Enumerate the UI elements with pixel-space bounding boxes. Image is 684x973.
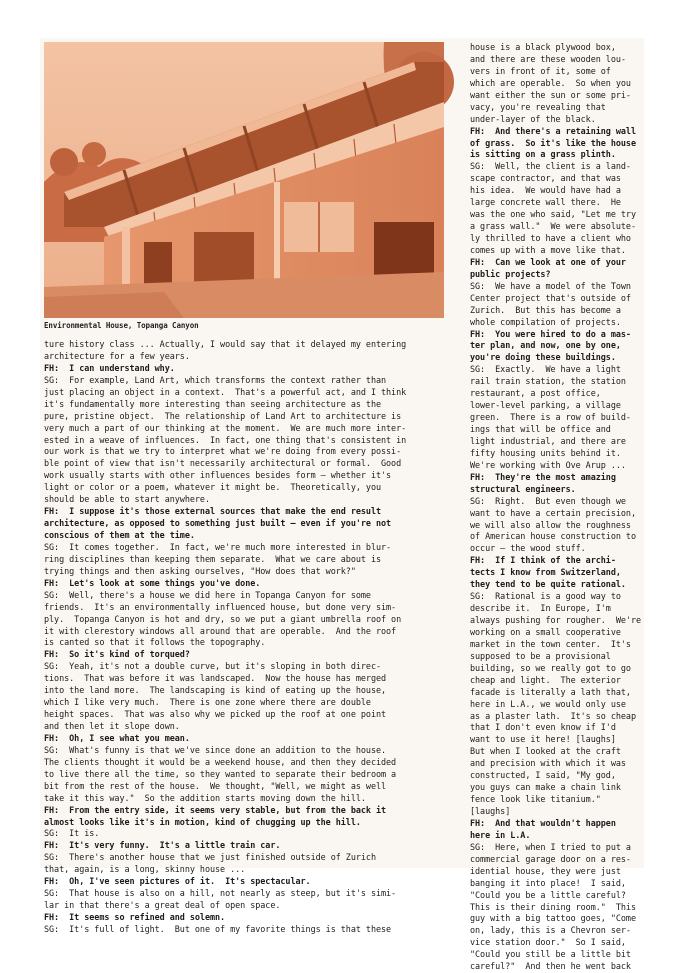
text-line: We're working with Ove Arup ... [470,459,626,470]
house-photo-image [44,42,444,318]
text-line: that, again, is a long, skinny house ... [44,864,246,875]
text-line: FH: I can understand why. [44,362,175,373]
text-line: SG: It comes together. In fact, we're much more interested in blur- [44,541,392,552]
text-line: [laughs] [470,806,511,816]
text-line: take it this way." So the addition starts moving down the hill. [44,792,366,803]
text-line: building, so we really got to go [470,662,631,673]
text-line: FH: I suppose it's those external sources that make the end result [44,506,381,517]
text-line: whole compilation of projects. [470,316,621,327]
text-line: The clients thought it would be a weekend house, and then they decided [44,756,397,767]
text-line: into the land more. The landscaping is kind of eating up the house, [44,685,387,696]
text-line: a grass wall." We were absolute- [470,221,636,232]
text-line: describe it. In Europe, I'm [470,603,611,614]
text-line: under-layer of the black. [470,113,596,124]
interview-text-right-column [470,42,642,972]
text-line: SG: Yeah, it's not a double curve, but it's sloping in both direc- [44,661,381,672]
text-line: "Could you still be a little bit [470,949,631,960]
text-line: vice station door." So I said, [470,937,626,948]
text-line: FH: Let's look at some things you've done. [44,577,261,588]
text-line: large concrete wall there. He [470,197,621,208]
text-line: FH: Can we look at one of your [470,256,626,267]
text-line: to live there all the time, so they wanted to separate their bedroom a [44,768,397,779]
text-line: scape contractor, and that was [470,173,621,184]
text-line: should be able to start anywhere. [44,494,210,505]
text-line: is canted so that it follows the topography. [44,637,266,648]
text-line: it's fundamentally more interesting than seeing architecture as the [44,398,381,409]
text-line: comes up with a move like that. [470,244,626,255]
text-line: FH: You were hired to do a mas- [470,328,631,339]
text-line: of grass. So it's like the house [470,137,636,148]
text-line: SG: What's funny is that we've since done an addition to the house. [44,744,387,755]
text-line: cheap and light. The exterior [470,674,621,685]
text-line: ble point of view that isn't necessarily architectural or formal. Good [44,458,402,469]
text-line: ring disciplines than keeping them separate. What we care about is [44,553,381,564]
text-line: is sitting on a grass plinth. [470,149,616,160]
text-line: structural engineers. [470,483,576,494]
text-line: careful?" And then he went back [470,961,631,972]
text-line: SG: That house is also on a hill, not nearly as steep, but it's simi- [44,888,397,899]
text-line: FH: It seems so refined and solemn. [44,912,226,922]
photo-caption: Environmental House, Topanga Canyon [44,321,199,330]
text-line: green. There is a row of build- [470,412,631,423]
text-line: public projects? [470,268,551,279]
text-line: which I like very much. There is one zone where there are double [44,697,371,708]
text-line: of American house construction to [470,531,636,542]
text-line: and there are these wooden lou- [470,53,626,64]
text-line: his idea. We would have had a [470,185,621,196]
text-line: ply. Topanga Canyon is hot and dry, so we put a giant umbrella roof on [44,613,402,624]
text-line: and then let it slope down. [44,721,180,731]
text-line: height spaces. That was also why we picked up the roof at one point [44,709,387,720]
text-line: working on a small cooperative [470,626,621,637]
text-line: rail train station, the station [470,376,626,387]
text-line: commercial garage door on a res- [470,853,631,864]
text-line: tions. That was before it was landscaped. Now the house has merged [44,673,387,684]
text-line: architecture, as opposed to something just built – even if you're not [44,518,392,529]
text-line: house is a black plywood box, [470,42,616,52]
text-line: But when I looked at the craft [470,746,621,757]
text-line: you're doing these buildings. [470,352,616,363]
text-line: and precision with which it was [470,758,626,769]
text-line: SG: There's another house that we just finished outside of Zurich [44,852,376,863]
text-line: SG: Here, when I tried to put a [470,841,631,852]
text-line: "Could you be a little careful? [470,889,626,900]
text-line: want either the sun or some pri- [470,89,631,100]
text-line: almost looks like it's in motion, kind of chugging up the hill. [44,816,361,827]
text-line: you guys can make a chain link [470,782,621,793]
text-line: lower-level parking, a village [470,400,621,411]
text-line: FH: They're the most amazing [470,471,616,482]
text-line: ested in a weave of influences. In fact, one thing that's consistent in [44,434,407,445]
text-line: occur – the wood stuff. [470,543,586,554]
text-line: FH: From the entry side, it seems very stable, but from the back it [44,804,387,815]
text-line: ture history class ... Actually, I would say that it delayed my entering [44,339,407,349]
text-line: FH: If I think of the archi- [470,555,616,566]
text-line: trying things and then asking ourselves, "How does that work?" [44,565,356,576]
text-line: facade is literally a lath that, [470,686,631,697]
text-line: bit from the rest of the house. We thought, "Well, we might as well [44,780,387,791]
text-line: FH: And there's a retaining wall [470,125,636,136]
text-line: FH: And that wouldn't happen [470,817,616,828]
text-line: tects I know from Switzerland, [470,567,621,578]
text-line: on, lady, this is a Chevron ser- [470,925,631,936]
text-line: ter plan, and now, one by one, [470,340,621,351]
text-line: light industrial, and there are [470,435,626,446]
text-line: FH: So it's kind of torqued? [44,649,190,660]
text-line: vers in front of it, some of [470,65,611,76]
text-line: conscious of them at the time. [44,530,195,540]
text-line: architecture for a few years. [44,350,190,361]
text-line: This is their dining room." This [470,901,636,912]
text-line: it with clerestory windows all around that are operable. And the roof [44,625,397,636]
magazine-page [40,38,644,972]
text-line: FH: It's very funny. It's a little train car. [44,840,281,851]
text-line: SG: Right. But even though we [470,495,626,506]
text-line: ings that will be office and [470,424,611,434]
text-line: vacy, you're revealing that [470,101,606,112]
text-line: as a plaster lath. It's so cheap [470,710,636,721]
text-line: light or color or a poem, whatever it might be. Theoretically, you [44,482,381,493]
text-line: was the one who said, "Let me try [470,209,636,220]
text-line: ly thrilled to have a client who [470,233,631,243]
text-line: FH: Oh, I've seen pictures of it. It's spectacular. [44,876,311,887]
text-line: want to use it here! [laughs] [470,734,616,745]
text-line: SG: We have a model of the Town [470,280,631,291]
text-line: here in L.A. [470,829,531,840]
text-line: SG: Rational is a good way to [470,591,621,602]
text-line: supposed to be a provisional [470,650,611,661]
text-line: friends. It's an environmentally influenced house, but done very sim- [44,601,397,612]
text-line: pure, pristine object. The relationship of Land Art to architecture is [44,410,402,421]
text-line: Center project that's outside of [470,292,631,303]
house-photo [44,42,444,318]
text-line: SG: For example, Land Art, which transforms the context rather than [44,374,387,385]
text-line: idential house, they were just [470,865,621,876]
text-line: here in L.A., we would only use [470,698,626,709]
text-line: fence look like titanium." [470,794,601,805]
text-line: SG: Well, the client is a land- [470,161,631,172]
text-line: restaurant, a post office, [470,388,601,399]
text-line: always pushing for rougher. We're [470,615,642,625]
text-line: fifty housing units behind it. [470,447,621,458]
text-line: guy with a big tattoo goes, "Come [470,913,636,924]
text-line: constructed, I said, "My god, [470,770,616,781]
text-line: SG: It is. [44,828,100,839]
text-line: SG: Well, there's a house we did here in Topanga Canyon for some [44,589,371,600]
text-line: we will also allow the roughness [470,519,631,530]
text-line: just placing an object in a context. That's a powerful act, and I think [44,386,407,397]
interview-text-left-column [44,339,464,936]
text-line: they tend to be quite rational. [470,579,626,590]
text-line: want to have a certain precision, [470,507,636,518]
text-line: which are operable. So when you [470,77,631,88]
text-line: our work is that we try to interpret what we're doing from every possi- [44,446,402,457]
text-line: banging it into place! I said, [470,877,626,888]
text-line: SG: Exactly. We have a light [470,364,621,375]
text-line: FH: Oh, I see what you mean. [44,732,190,743]
text-line: SG: It's full of light. But one of my favorite things is that these [44,923,392,934]
text-line: lar in that there's a great deal of open space. [44,900,281,911]
text-line: Zurich. But this has become a [470,304,621,315]
text-line: that I don't even know if I'd [470,722,616,733]
text-line: work usually starts with other influences besides form – whether it's [44,470,392,481]
text-line: very much a part of our thinking at the moment. We are much more inter- [44,422,407,433]
text-line: market in the town center. It's [470,638,631,649]
